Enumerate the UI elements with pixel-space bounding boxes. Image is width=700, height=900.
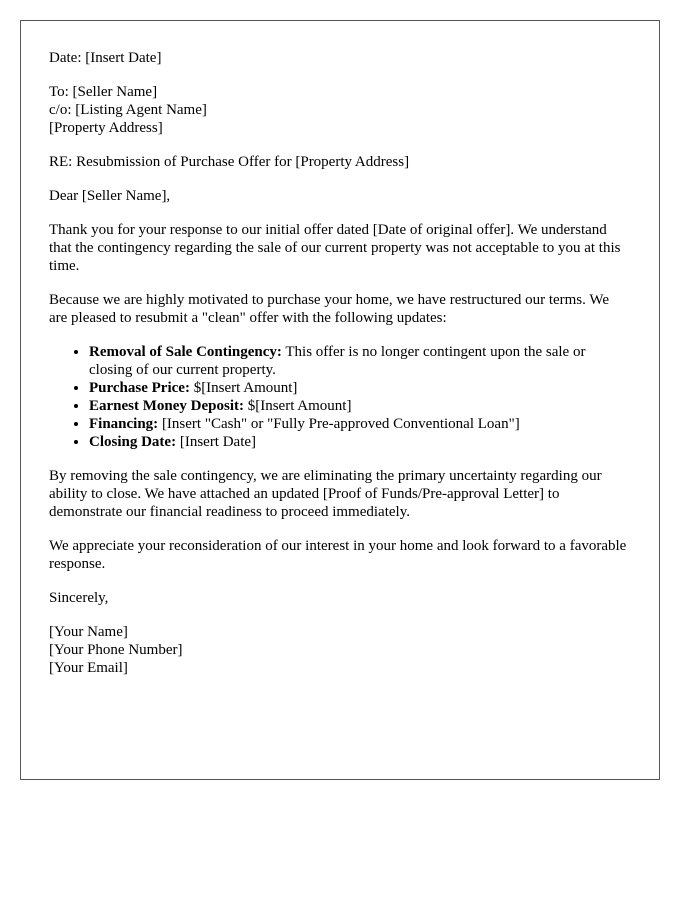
recipient-to: To: [Seller Name] — [49, 84, 158, 100]
signature-name: [Your Name] — [49, 624, 128, 640]
updates-list — [49, 343, 629, 451]
list-item-value: [Insert Date] — [176, 434, 257, 450]
list-item-value: $[Insert Amount] — [189, 380, 298, 396]
list-item-label: Removal of Sale Contingency: — [89, 344, 282, 360]
letter-body — [49, 49, 629, 693]
list-item — [89, 379, 629, 397]
letter-page — [20, 20, 660, 780]
subject-line: RE: Resubmission of Purchase Offer for [Property Address] — [49, 154, 410, 170]
recipient-address: [Property Address] — [49, 120, 163, 136]
list-item — [89, 433, 629, 451]
recipient-block — [49, 83, 629, 137]
recipient-care-of: c/o: [Listing Agent Name] — [49, 102, 207, 118]
closing: Sincerely, — [49, 590, 109, 606]
list-item — [89, 343, 629, 379]
list-item-value: This offer is no longer contingent upon the sale or closing of our current property. — [89, 344, 586, 378]
paragraph-appreciation: We appreciate your reconsideration of our interest in your home and look forward to a favorable response. — [49, 538, 627, 572]
list-item — [89, 397, 629, 415]
paragraph-restructure: Because we are highly motivated to purchase your home, we have restructured our terms. We are pleased to resubmit a "clean" offer with the following updates: — [49, 292, 609, 326]
signature-email: [Your Email] — [49, 660, 128, 676]
signature-block — [49, 623, 629, 677]
list-item-label: Financing: — [89, 416, 159, 432]
date-line: Date: [Insert Date] — [49, 50, 162, 66]
paragraph-contingency-removal: By removing the sale contingency, we are eliminating the primary uncertainty regarding our ability to close. We have attached an updated [Proof of Funds/Pre-approval Letter] to demonstrate our financial readiness to proceed immediately. — [49, 468, 602, 520]
list-item-value: $[Insert Amount] — [243, 398, 352, 414]
list-item — [89, 415, 629, 433]
list-item-value: [Insert "Cash" or "Fully Pre-approved Conventional Loan"] — [158, 416, 520, 432]
list-item-label: Earnest Money Deposit: — [89, 398, 244, 414]
list-item-label: Purchase Price: — [89, 380, 190, 396]
salutation: Dear [Seller Name], — [49, 188, 171, 204]
paragraph-intro: Thank you for your response to our initial offer dated [Date of original offer]. We understand that the contingency regarding the sale of our current property was not acceptable to you at this time. — [49, 222, 621, 274]
signature-phone: [Your Phone Number] — [49, 642, 183, 658]
list-item-label: Closing Date: — [89, 434, 177, 450]
